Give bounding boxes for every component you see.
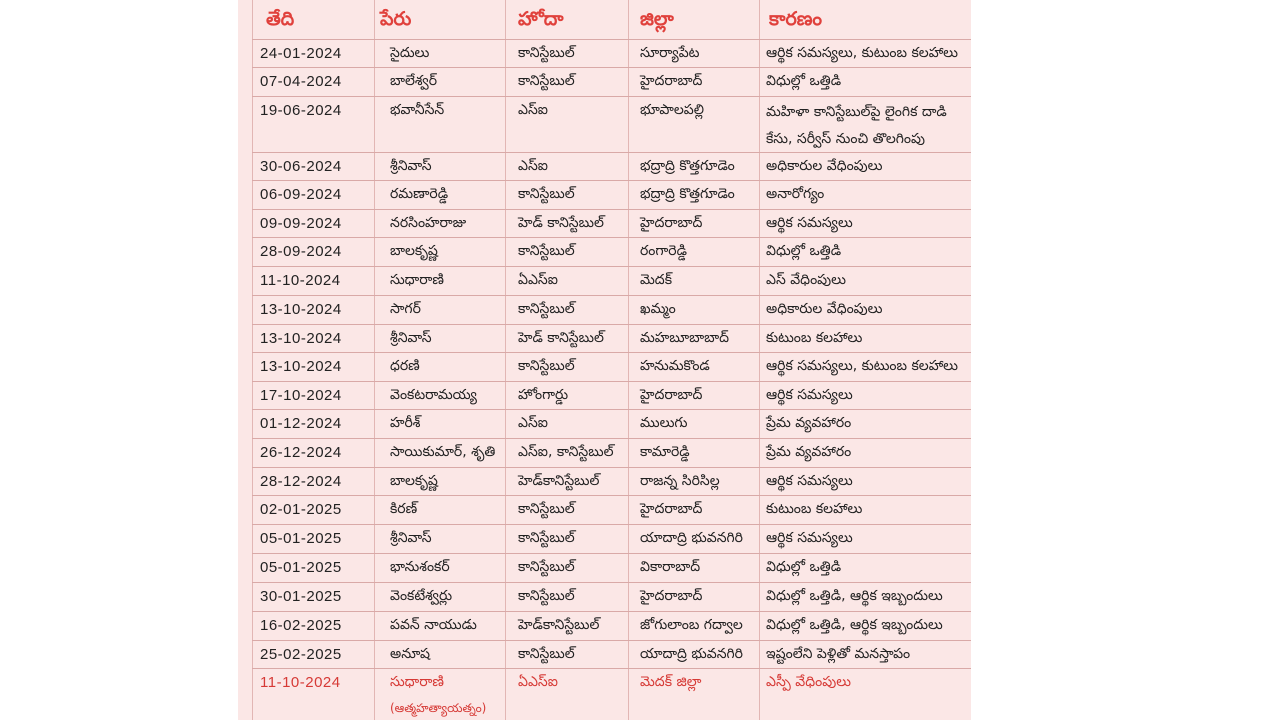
date-text: 13-10-2024 bbox=[260, 358, 342, 375]
reason-text: అధికారుల వేధింపులు bbox=[766, 301, 883, 317]
rank-text: హెడ్ కానిస్టేబుల్ bbox=[518, 215, 604, 231]
cell-reason bbox=[766, 646, 910, 665]
cell-name bbox=[390, 358, 420, 377]
cell-date bbox=[260, 301, 342, 318]
cell-date bbox=[260, 387, 342, 404]
reason-text: ఎస్పీ వేధింపులు bbox=[766, 674, 851, 690]
cell-district bbox=[640, 215, 702, 234]
cell-rank bbox=[518, 243, 575, 262]
cell-date bbox=[260, 186, 342, 203]
reason-text: ఆర్థిక సమస్యలు bbox=[766, 530, 853, 546]
reason-text: ఆర్థిక సమస్యలు, కుటుంబ కలహాలు bbox=[766, 45, 958, 61]
cell-reason bbox=[766, 99, 976, 153]
rank-text: కానిస్టేబుల్ bbox=[518, 588, 575, 604]
cell-name bbox=[390, 272, 444, 291]
date-text: 13-10-2024 bbox=[260, 301, 342, 318]
name-text: శ్రీనివాస్ bbox=[390, 330, 432, 346]
name-text: ధరణి bbox=[390, 358, 420, 374]
date-text: 30-06-2024 bbox=[260, 158, 342, 175]
cell-rank bbox=[518, 102, 548, 121]
district-text: హైదరాబాద్ bbox=[640, 73, 703, 89]
table-row bbox=[238, 97, 971, 153]
cell-rank bbox=[518, 444, 614, 463]
cell-date bbox=[260, 588, 342, 605]
district-text: రంగారెడ్డి bbox=[640, 243, 687, 259]
cell-reason bbox=[766, 588, 943, 607]
cell-date bbox=[260, 530, 342, 547]
cell-district bbox=[640, 530, 743, 549]
table-row bbox=[238, 496, 971, 525]
reason-text: కుటుంబ కలహాలు bbox=[766, 501, 863, 517]
name-text: భవానీసేన్ bbox=[390, 102, 445, 118]
reason-text: విధుల్లో ఒత్తిడి, ఆర్థిక ఇబ్బందులు bbox=[766, 617, 943, 633]
cell-date bbox=[260, 358, 342, 375]
date-text: 24-01-2024 bbox=[260, 45, 342, 62]
district-text: మెదక్ జిల్లా bbox=[640, 674, 702, 690]
cell-rank bbox=[518, 387, 568, 406]
cell-date bbox=[260, 73, 342, 90]
cell-rank bbox=[518, 588, 575, 607]
table-row bbox=[238, 181, 971, 210]
cell-reason bbox=[766, 415, 851, 434]
rank-text: కానిస్టేబుల్ bbox=[518, 45, 575, 61]
date-text: 19-06-2024 bbox=[260, 102, 342, 119]
rank-text: కానిస్టేబుల్ bbox=[518, 186, 575, 202]
cell-name bbox=[390, 158, 432, 177]
rank-text: కానిస్టేబుల్ bbox=[518, 646, 575, 662]
cell-name bbox=[390, 102, 444, 121]
cell-district bbox=[640, 272, 672, 291]
reason-text: ఆర్థిక సమస్యలు bbox=[766, 215, 853, 231]
rank-text: ఏఎస్ఐ bbox=[518, 272, 558, 288]
cell-reason bbox=[766, 215, 853, 234]
name-text: అనూష bbox=[390, 646, 430, 662]
date-text: 25-02-2025 bbox=[260, 646, 342, 663]
table-row bbox=[238, 583, 971, 612]
reason-text: ఆర్థిక సమస్యలు bbox=[766, 387, 853, 403]
cell-reason bbox=[766, 358, 958, 377]
rank-text: కానిస్టేబుల్ bbox=[518, 501, 575, 517]
table-row bbox=[238, 40, 971, 68]
cell-name bbox=[390, 73, 437, 92]
cell-district bbox=[640, 45, 699, 64]
cell-name bbox=[390, 674, 486, 718]
table-row bbox=[238, 410, 971, 439]
rank-text: హెడ్‌కానిస్టేబుల్ bbox=[518, 473, 600, 489]
table-row bbox=[238, 641, 971, 669]
cell-rank bbox=[518, 501, 575, 520]
cell-date bbox=[260, 215, 342, 232]
cell-name bbox=[390, 243, 438, 262]
header-name: పేరు bbox=[380, 8, 412, 30]
table-row bbox=[238, 525, 971, 554]
cell-rank bbox=[518, 530, 575, 549]
reason-text: అధికారుల వేధింపులు bbox=[766, 158, 883, 174]
cell-reason bbox=[766, 186, 824, 205]
cell-date bbox=[260, 45, 342, 62]
rank-text: ఏఎస్ఐ bbox=[518, 674, 558, 690]
rank-text: హెడ్‌కానిస్టేబుల్ bbox=[518, 617, 600, 633]
cell-rank bbox=[518, 559, 575, 578]
cell-rank bbox=[518, 330, 604, 349]
table-row bbox=[238, 267, 971, 296]
name-text: సుధారాణి bbox=[390, 272, 444, 288]
rank-text: కానిస్టేబుల్ bbox=[518, 73, 575, 89]
district-text: భద్రాద్రి కొత్తగూడెం bbox=[640, 186, 735, 202]
table-row bbox=[238, 439, 971, 468]
reason-text: కుటుంబ కలహాలు bbox=[766, 330, 863, 346]
cell-date bbox=[260, 444, 342, 461]
cell-name bbox=[390, 559, 450, 578]
table-header bbox=[238, 0, 971, 36]
reason-text: మహిళా కానిస్టేబుల్‌పై లైంగిక దాడి కేసు, సర్వీస్ నుంచి తొలగింపు bbox=[766, 104, 947, 147]
district-text: హనుమకొండ bbox=[640, 358, 710, 374]
date-text: 05-01-2025 bbox=[260, 530, 342, 547]
name-text: బాలేశ్వర్ bbox=[390, 73, 438, 89]
district-text: మెదక్ bbox=[640, 272, 673, 288]
table-row bbox=[238, 325, 971, 353]
cell-reason bbox=[766, 387, 853, 406]
header-date: తేది bbox=[266, 8, 295, 30]
cell-district bbox=[640, 186, 735, 205]
cell-reason bbox=[766, 559, 841, 578]
cell-rank bbox=[518, 158, 548, 177]
reason-text: విధుల్లో ఒత్తిడి bbox=[766, 559, 842, 575]
district-text: ఖమ్మం bbox=[640, 301, 676, 317]
cell-district bbox=[640, 301, 676, 320]
date-text: 28-09-2024 bbox=[260, 243, 342, 260]
cell-date bbox=[260, 158, 342, 175]
date-text: 13-10-2024 bbox=[260, 330, 342, 347]
cell-district bbox=[640, 559, 700, 578]
cell-reason bbox=[766, 330, 862, 349]
district-text: హైదరాబాద్ bbox=[640, 215, 703, 231]
date-text: 30-01-2025 bbox=[260, 588, 342, 605]
table-row bbox=[238, 238, 971, 267]
cell-rank bbox=[518, 215, 604, 234]
cell-reason bbox=[766, 301, 882, 320]
rank-text: కానిస్టేబుల్ bbox=[518, 358, 575, 374]
cell-date bbox=[260, 102, 342, 119]
name-text: సాగర్ bbox=[390, 301, 421, 317]
rank-text: హెడ్ కానిస్టేబుల్ bbox=[518, 330, 604, 346]
district-text: రాజన్న సిరిసిల్ల bbox=[640, 473, 720, 489]
cell-district bbox=[640, 473, 720, 492]
cell-reason bbox=[766, 501, 862, 520]
cell-date bbox=[260, 243, 342, 260]
cell-reason bbox=[766, 45, 958, 64]
name-text: పవన్ నాయుడు bbox=[390, 617, 477, 633]
name-text: కిరణ్ bbox=[390, 501, 418, 517]
district-text: ములుగు bbox=[640, 415, 688, 431]
rank-text: కానిస్టేబుల్ bbox=[518, 243, 575, 259]
cell-reason bbox=[766, 73, 841, 92]
district-text: యాదాద్రి భువనగిరి bbox=[640, 646, 743, 662]
name-text: భానుశంకర్ bbox=[390, 559, 450, 575]
cell-date bbox=[260, 415, 342, 432]
reason-text: విధుల్లో ఒత్తిడి bbox=[766, 73, 842, 89]
cell-date bbox=[260, 501, 342, 518]
cell-rank bbox=[518, 186, 575, 205]
reason-text: ఎస్ వేధింపులు bbox=[766, 272, 846, 288]
district-text: మహబూబాబాద్ bbox=[640, 330, 730, 346]
cell-date bbox=[260, 559, 342, 576]
cell-district bbox=[640, 102, 704, 121]
table-row bbox=[238, 210, 971, 238]
name-text: హరీశ్ bbox=[390, 415, 421, 431]
cell-district bbox=[640, 330, 729, 349]
name-text: వెంకటరామయ్య bbox=[390, 387, 477, 403]
cell-district bbox=[640, 158, 735, 177]
cell-name bbox=[390, 588, 452, 607]
date-text: 05-01-2025 bbox=[260, 559, 342, 576]
cell-reason bbox=[766, 473, 853, 492]
table-row bbox=[238, 382, 971, 410]
cell-district bbox=[640, 674, 701, 693]
date-text: 01-12-2024 bbox=[260, 415, 342, 432]
date-text: 09-09-2024 bbox=[260, 215, 342, 232]
cell-name bbox=[390, 415, 420, 434]
cell-name bbox=[390, 617, 477, 636]
cell-district bbox=[640, 415, 687, 434]
cell-district bbox=[640, 588, 702, 607]
reason-text: అనారోగ్యం bbox=[766, 186, 825, 202]
cell-name bbox=[390, 646, 430, 665]
name-text: శ్రీనివాస్ bbox=[390, 158, 432, 174]
cell-date bbox=[260, 473, 342, 490]
date-text: 17-10-2024 bbox=[260, 387, 342, 404]
name-text: శ్రీనివాస్ bbox=[390, 530, 432, 546]
cell-reason bbox=[766, 617, 943, 636]
name-text: బాలకృష్ణ bbox=[390, 473, 438, 489]
reason-text: ఆర్థిక సమస్యలు bbox=[766, 473, 853, 489]
reason-text: ప్రేమ వ్యవహారం bbox=[766, 415, 852, 431]
cell-name bbox=[390, 530, 432, 549]
cell-name bbox=[390, 215, 466, 234]
cell-rank bbox=[518, 415, 548, 434]
district-text: యాదాద్రి భువనగిరి bbox=[640, 530, 743, 546]
cell-name bbox=[390, 301, 421, 320]
name-text: సాయికుమార్, శృతి bbox=[390, 444, 496, 460]
reason-text: ఆర్థిక సమస్యలు, కుటుంబ కలహాలు bbox=[766, 358, 958, 374]
cell-rank bbox=[518, 617, 599, 636]
date-text: 28-12-2024 bbox=[260, 473, 342, 490]
rank-text: హోంగార్డు bbox=[518, 387, 569, 403]
name-text: సైదులు bbox=[390, 45, 430, 61]
cell-rank bbox=[518, 473, 599, 492]
table-row bbox=[238, 468, 971, 496]
date-text: 11-10-2024 bbox=[260, 674, 341, 691]
district-text: కామారెడ్డి bbox=[640, 444, 690, 460]
name-text: వెంకటేశ్వర్లు bbox=[390, 588, 453, 604]
date-text: 26-12-2024 bbox=[260, 444, 342, 461]
rank-text: కానిస్టేబుల్ bbox=[518, 530, 575, 546]
cell-district bbox=[640, 73, 702, 92]
reason-text: విధుల్లో ఒత్తిడి, ఆర్థిక ఇబ్బందులు bbox=[766, 588, 943, 604]
cell-district bbox=[640, 358, 710, 377]
district-text: భూపాలపల్లి bbox=[640, 102, 704, 118]
district-text: జోగులాంబ గద్వాల bbox=[640, 617, 743, 633]
cell-name bbox=[390, 387, 477, 406]
cell-district bbox=[640, 646, 743, 665]
cell-reason bbox=[766, 530, 853, 549]
cell-rank bbox=[518, 73, 575, 92]
date-text: 02-01-2025 bbox=[260, 501, 342, 518]
cell-name bbox=[390, 186, 448, 205]
name-text: సుధారాణి bbox=[390, 674, 444, 690]
cell-rank bbox=[518, 301, 575, 320]
header-rank: హోదా bbox=[518, 8, 564, 30]
name-text: బాలకృష్ణ bbox=[390, 243, 438, 259]
cell-reason bbox=[766, 272, 846, 291]
rank-text: ఎస్ఐ bbox=[518, 415, 548, 431]
cell-date bbox=[260, 617, 342, 634]
rank-text: కానిస్టేబుల్ bbox=[518, 559, 575, 575]
cell-date bbox=[260, 330, 342, 347]
rank-text: ఎస్ఐ, కానిస్టేబుల్ bbox=[518, 444, 614, 460]
cell-date bbox=[260, 272, 341, 289]
cell-rank bbox=[518, 358, 575, 377]
header-district: జిల్లా bbox=[640, 8, 674, 30]
cell-rank bbox=[518, 272, 558, 291]
cell-date bbox=[260, 674, 341, 691]
table-row bbox=[238, 554, 971, 583]
name-text: నరసింహరాజు bbox=[390, 215, 467, 231]
cell-name bbox=[390, 330, 432, 349]
table-row bbox=[238, 353, 971, 382]
table-row bbox=[238, 68, 971, 97]
cell-name bbox=[390, 473, 438, 492]
date-text: 07-04-2024 bbox=[260, 73, 342, 90]
date-text: 06-09-2024 bbox=[260, 186, 342, 203]
district-text: వికారాబాద్ bbox=[640, 559, 701, 575]
reason-text: విధుల్లో ఒత్తిడి bbox=[766, 243, 842, 259]
cell-district bbox=[640, 617, 743, 636]
table-row bbox=[238, 669, 971, 720]
cell-reason bbox=[766, 243, 841, 262]
cell-reason bbox=[766, 444, 851, 463]
cell-rank bbox=[518, 646, 575, 665]
cell-name bbox=[390, 45, 429, 64]
cell-name bbox=[390, 444, 495, 463]
cell-district bbox=[640, 243, 687, 262]
cell-reason bbox=[766, 674, 851, 693]
cell-name bbox=[390, 501, 417, 520]
name-note: (ఆత్మహత్యాయత్నం) bbox=[390, 701, 487, 715]
district-text: హైదరాబాద్ bbox=[640, 501, 703, 517]
district-text: సూర్యాపేట bbox=[640, 45, 700, 61]
district-text: హైదరాబాద్ bbox=[640, 387, 703, 403]
table-row bbox=[238, 153, 971, 181]
reason-text: ప్రేమ వ్యవహారం bbox=[766, 444, 852, 460]
district-text: హైదరాబాద్ bbox=[640, 588, 703, 604]
cell-rank bbox=[518, 674, 558, 693]
district-text: భద్రాద్రి కొత్తగూడెం bbox=[640, 158, 735, 174]
header-reason: కారణం bbox=[769, 8, 823, 30]
rank-text: ఎస్ఐ bbox=[518, 158, 548, 174]
rank-text: ఎస్ఐ bbox=[518, 102, 548, 118]
cell-district bbox=[640, 444, 690, 463]
cell-district bbox=[640, 387, 702, 406]
name-text: రమణారెడ్డి bbox=[390, 186, 449, 202]
cell-reason bbox=[766, 158, 882, 177]
cell-rank bbox=[518, 45, 575, 64]
table-row bbox=[238, 612, 971, 641]
date-text: 11-10-2024 bbox=[260, 272, 341, 289]
cell-district bbox=[640, 501, 702, 520]
rank-text: కానిస్టేబుల్ bbox=[518, 301, 575, 317]
table-row bbox=[238, 296, 971, 325]
date-text: 16-02-2025 bbox=[260, 617, 342, 634]
reason-text: ఇష్టంలేని పెళ్లితో మనస్తాపం bbox=[766, 646, 911, 662]
cell-date bbox=[260, 646, 342, 663]
